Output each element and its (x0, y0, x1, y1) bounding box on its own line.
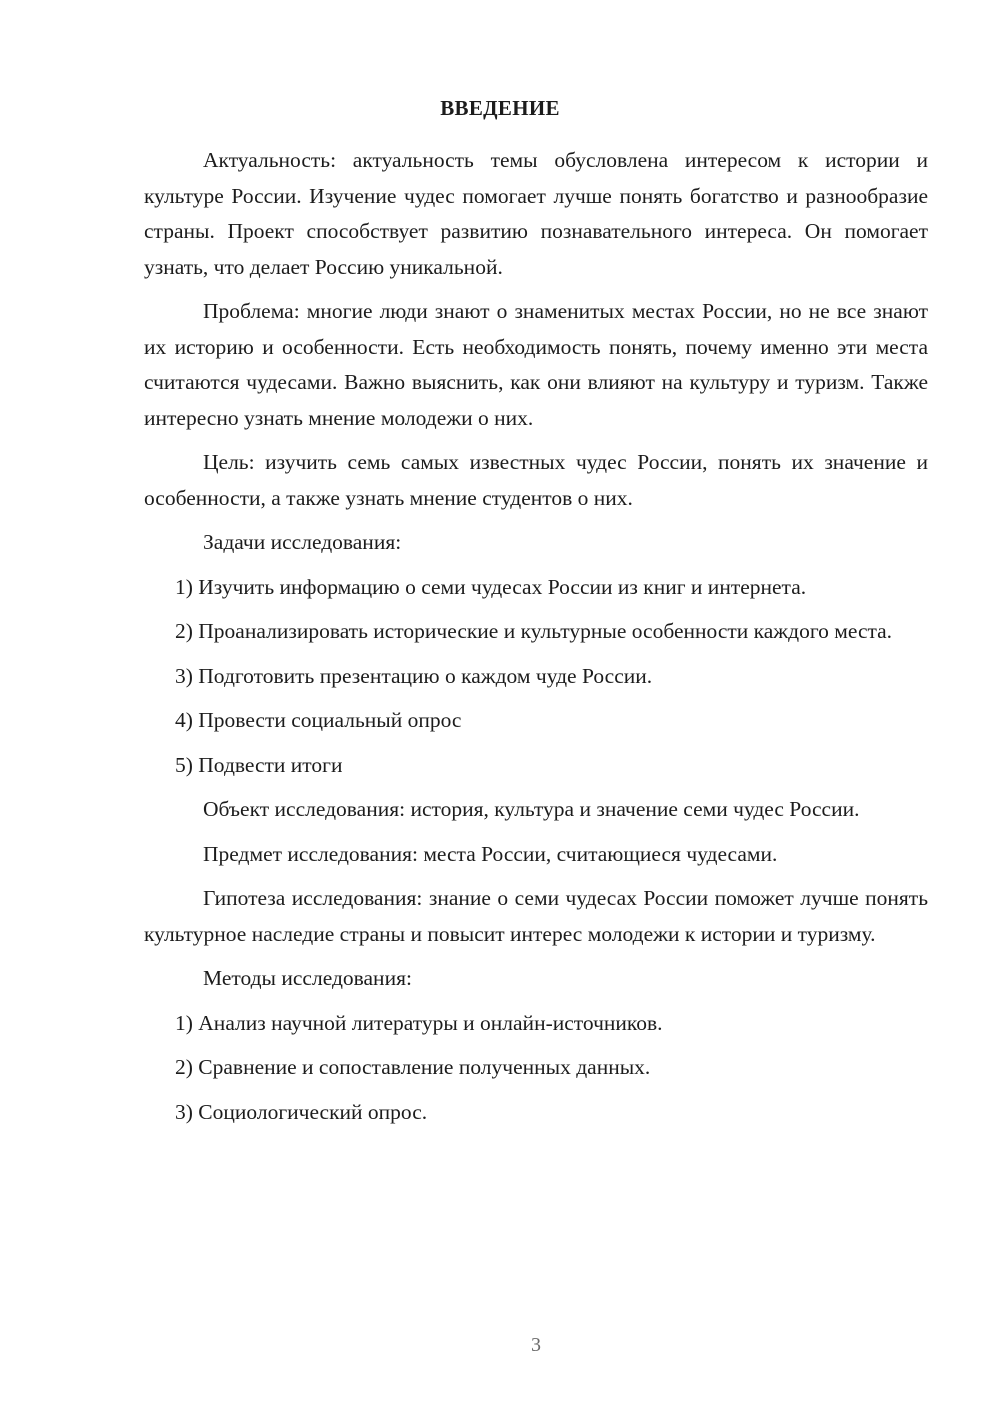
paragraph-object: Объект исследования: история, культура и значение семи чудес России. (203, 797, 860, 821)
method-item-2: 2) Сравнение и сопоставление полученных данных. (175, 1055, 651, 1079)
paragraph-methods-heading: Методы исследования: (203, 966, 412, 990)
paragraph-relevance: Актуальность: актуальность темы обусловлена интересом к истории и культуре России. Изучение чудес помогает лучше понять богатство и разнообразие страны. Проект способствует развитию познавательного интереса. Он помогает узнать, что делает Россию уникальной. (144, 148, 928, 279)
body-text (144, 143, 928, 1139)
task-item-1: 1) Изучить информацию о семи чудесах России из книг и интернета. (175, 574, 807, 599)
paragraph-subject: Предмет исследования: места России, считающиеся чудесами. (203, 841, 778, 866)
paragraph-goal: Цель: изучить семь самых известных чудес России, понять их значение и особенности, а также узнать мнение студентов о них. (144, 450, 928, 510)
task-item-4: 4) Провести социальный опрос (175, 708, 462, 732)
paragraph-hypothesis: Гипотеза исследования: знание о семи чудесах России поможет лучше понять культурное наследие страны и повысит интерес молодежи к истории и туризму. (144, 886, 928, 946)
page-number: 3 (531, 1334, 541, 1356)
paragraph-tasks-heading: Задачи исследования: (203, 530, 402, 554)
method-item-1: 1) Анализ научной литературы и онлайн-источников. (175, 1010, 663, 1035)
task-item-3: 3) Подготовить презентацию о каждом чуде России. (175, 663, 653, 688)
section-title: ВВЕДЕНИЕ (440, 96, 560, 120)
task-item-5: 5) Подвести итоги (175, 752, 343, 777)
method-item-3: 3) Социологический опрос. (175, 1099, 428, 1124)
task-item-2: 2) Проанализировать исторические и культурные особенности каждого места. (175, 619, 893, 643)
paragraph-problem: Проблема: многие люди знают о знаменитых местах России, но не все знают их историю и особенности. Есть необходимость понять, почему именно эти места считаются чудесами. Важно выяснить, как они влияют на культуру и туризм. Также интересно узнать мнение молодежи о них. (144, 299, 928, 430)
